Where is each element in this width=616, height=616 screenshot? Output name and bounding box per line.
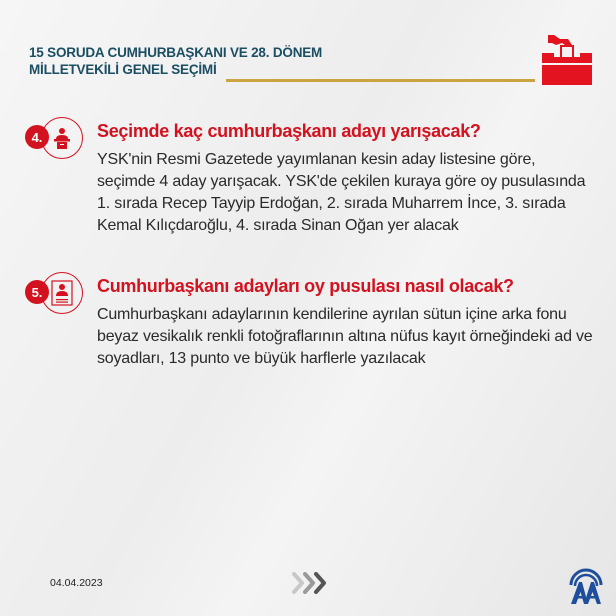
question-title: Seçimde kaç cumhurbaşkanı adayı yarışacak? <box>97 121 481 141</box>
question-title: Cumhurbaşkanı adayları oy pusulası nasıl olacak? <box>97 276 514 296</box>
title-line-2: MİLLETVEKİLİ GENEL SEÇİMİ <box>29 62 217 77</box>
title-line-1: 15 SORUDA CUMHURBAŞKANI VE 28. DÖNEM <box>29 45 323 60</box>
triple-chevron-right-icon[interactable] <box>292 572 332 594</box>
aa-logo-icon <box>568 568 604 606</box>
ballot-box-icon <box>538 33 596 85</box>
question-answer: Cumhurbaşkanı adaylarının kendilerine ayrılan sütun içine arka fonu beyaz vesikalık renkli fotoğraflarının altına nüfus kayıt örneğindeki ad ve soyadları, 13 punto ve büyük harflerle yazılacak <box>97 306 593 367</box>
question-number-badge: 5. <box>25 280 49 304</box>
page-title <box>29 44 322 78</box>
question-number-badge: 4. <box>25 125 49 149</box>
divider <box>226 79 535 82</box>
question-answer: YSK'nin Resmi Gazetede yayımlanan kesin aday listesine göre, seçimde 4 aday yarışacak. YSK'de çekilen kuraya göre oy pusulasında 1. sırada Recep Tayyip Erdoğan, 2. sırada Muharrem İnce, 3. sırada Kemal Kılıçdaroğlu, 4. sırada Sinan Oğan yer alacak <box>97 151 586 234</box>
publish-date: 04.04.2023 <box>50 577 103 589</box>
